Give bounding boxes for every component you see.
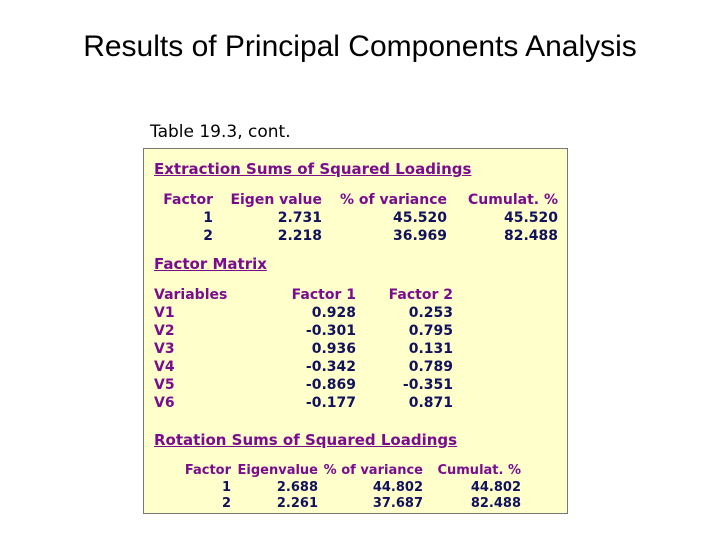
extraction-header-factor: Factor bbox=[163, 192, 213, 208]
factor-matrix-section-title: Factor Matrix bbox=[154, 255, 267, 273]
factor-matrix-loading-1: 0.936 bbox=[311, 341, 356, 357]
extraction-cell-eigen-value: 2.218 bbox=[277, 228, 322, 244]
factor-matrix-variable: V4 bbox=[154, 359, 175, 375]
slide-title: Results of Principal Components Analysis bbox=[83, 30, 637, 63]
factor-matrix-loading-1: 0.928 bbox=[311, 305, 356, 321]
extraction-header-percent-variance: % of variance bbox=[340, 192, 447, 208]
factor-matrix-loading-2: 0.131 bbox=[408, 341, 453, 357]
table-caption: Table 19.3, cont. bbox=[150, 122, 291, 142]
extraction-cell-factor: 1 bbox=[203, 210, 213, 226]
factor-matrix-header-factor-2: Factor 2 bbox=[388, 287, 453, 303]
factor-matrix-header-variables: Variables bbox=[154, 287, 228, 303]
factor-matrix-loading-2: 0.253 bbox=[408, 305, 453, 321]
factor-matrix-loading-2: 0.789 bbox=[408, 359, 453, 375]
rotation-cell-eigenvalue: 2.688 bbox=[276, 480, 318, 495]
extraction-cell-cumulative: 82.488 bbox=[503, 228, 558, 244]
rotation-cell-percent-variance: 44.802 bbox=[372, 480, 423, 495]
rotation-header-factor: Factor bbox=[184, 463, 231, 478]
rotation-cell-factor: 2 bbox=[221, 496, 231, 511]
factor-matrix-loading-2: 0.871 bbox=[408, 395, 453, 411]
rotation-cell-eigenvalue: 2.261 bbox=[276, 496, 318, 511]
factor-matrix-loading-1: -0.301 bbox=[305, 323, 356, 339]
rotation-header-percent-variance: % of variance bbox=[323, 463, 423, 478]
factor-matrix-loading-1: -0.869 bbox=[305, 377, 356, 393]
extraction-cell-factor: 2 bbox=[203, 228, 213, 244]
factor-matrix-header-factor-1: Factor 1 bbox=[291, 287, 356, 303]
extraction-header-eigen-value: Eigen value bbox=[230, 192, 322, 208]
factor-matrix-variable: V5 bbox=[154, 377, 175, 393]
extraction-cell-cumulative: 45.520 bbox=[503, 210, 558, 226]
factor-matrix-loading-2: -0.351 bbox=[402, 377, 453, 393]
rotation-header-eigenvalue: Eigenvalue bbox=[237, 463, 318, 478]
factor-matrix-variable: V6 bbox=[154, 395, 175, 411]
rotation-cell-factor: 1 bbox=[221, 480, 231, 495]
results-table-panel bbox=[143, 148, 568, 514]
rotation-cell-percent-variance: 37.687 bbox=[372, 496, 423, 511]
factor-matrix-variable: V3 bbox=[154, 341, 175, 357]
rotation-cell-cumulative: 82.488 bbox=[470, 496, 521, 511]
factor-matrix-variable: V2 bbox=[154, 323, 175, 339]
extraction-cell-percent-variance: 36.969 bbox=[392, 228, 447, 244]
rotation-cell-cumulative: 44.802 bbox=[470, 480, 521, 495]
factor-matrix-loading-1: -0.177 bbox=[305, 395, 356, 411]
rotation-section-title: Rotation Sums of Squared Loadings bbox=[154, 431, 458, 449]
extraction-cell-percent-variance: 45.520 bbox=[392, 210, 447, 226]
rotation-header-cumulative: Cumulat. % bbox=[437, 463, 521, 478]
extraction-header-cumulative: Cumulat. % bbox=[468, 192, 558, 208]
factor-matrix-loading-2: 0.795 bbox=[408, 323, 453, 339]
extraction-cell-eigen-value: 2.731 bbox=[277, 210, 322, 226]
factor-matrix-variable: V1 bbox=[154, 305, 175, 321]
factor-matrix-loading-1: -0.342 bbox=[305, 359, 356, 375]
extraction-section-title: Extraction Sums of Squared Loadings bbox=[154, 160, 472, 178]
